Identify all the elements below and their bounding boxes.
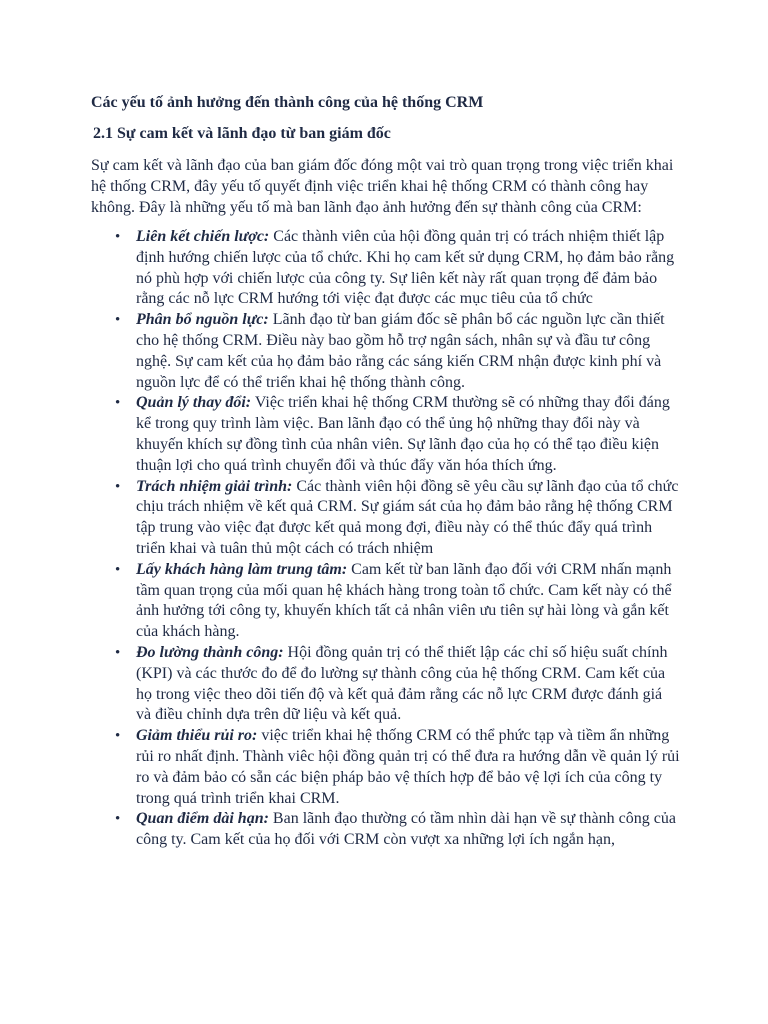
item-text: Cam kết từ ban lãnh đạo đối với CRM nhấn mạnh tầm quan trọng của mối quan hệ khách hàng trong toàn tổ chức. Cam kết này có thể ảnh hưởng tới công ty, khuyến khích tất cả nhân viên ưu tiên sự hài lòng và gắn kết của khách hàng. (136, 560, 672, 641)
item-term: Đo lường thành công: (136, 643, 284, 661)
list-item (91, 227, 680, 310)
intro-paragraph: Sự cam kết và lãnh đạo của ban giám đốc đóng một vai trò quan trọng trong việc triển khai hệ thống CRM, đây yếu tố quyết định việc triển khai hệ thống CRM có thành công hay không. Đây là những yếu tố mà ban lãnh đạo ảnh hưởng đến sự thành công của CRM: (91, 157, 674, 216)
list-item (91, 310, 680, 393)
document-title: Các yếu tố ảnh hưởng đến thành công của hệ thống CRM (91, 94, 484, 111)
bullet-icon: • (115, 811, 121, 828)
section-heading: 2.1 Sự cam kết và lãnh đạo từ ban giám đốc (93, 125, 391, 142)
item-term: Lấy khách hàng làm trung tâm: (136, 560, 348, 578)
item-term: Quan điểm dài hạn: (136, 810, 269, 828)
list-item (91, 393, 680, 476)
bullet-icon: • (115, 229, 121, 245)
list-item (91, 809, 680, 851)
item-term: Phân bổ nguồn lực: (136, 311, 269, 329)
item-text: Hội đồng quản trị có thể thiết lập các chỉ số hiệu suất chính (KPI) và các thước đo để đo lường sự thành công của hệ thống CRM. Cam kết của họ trong việc theo dõi tiến độ và kết quả đảm rằng các nỗ lực CRM được đánh giá và điều chỉnh dựa trên dữ liệu và kết quả. (136, 643, 668, 724)
list-item (91, 560, 680, 643)
list-item (91, 643, 680, 726)
item-term: Trách nhiệm giải trình: (136, 477, 293, 495)
item-term: Giảm thiểu rủi ro: (136, 727, 258, 745)
bullet-icon: • (115, 644, 121, 661)
item-text: Các thành viên hội đồng sẽ yêu cầu sự lãnh đạo của tổ chức chịu trách nhiệm về kết quả CRM. Sự giám sát của họ đảm bảo rằng hệ thống CRM tập trung vào việc đạt được kết quả mong đợi, điều này có thể thúc đẩy quá trình triển khai và tuân thủ một cách có trách nhiệm (136, 477, 679, 557)
bullet-icon: • (115, 312, 121, 329)
bullet-icon: • (115, 728, 121, 745)
item-text: Lãnh đạo từ ban giám đốc sẽ phân bổ các nguồn lực cần thiết cho hệ thống CRM. Điều này bao gồm hỗ trợ ngân sách, nhân sự và đầu tư công nghệ. Sự cam kết của họ đảm bảo rằng các sáng kiến CRM nhận được kinh phí và nguồn lực để có thể triển khai hệ thống thành công. (136, 311, 665, 391)
factor-list (91, 227, 680, 851)
bullet-icon: • (115, 561, 121, 578)
item-text: Các thành viên của hội đồng quản trị có trách nhiệm thiết lập định hướng chiến lược của tổ chức. Khi họ cam kết sử dụng CRM, họ đảm bảo rằng nó phù hợp với chiến lược của công ty. Sự liên kết này rất quan trọng để đảm bảo rằng các nỗ lực CRM hướng tới việc đạt được các mục tiêu của tổ chức (136, 228, 675, 308)
item-term: Liên kết chiến lược: (136, 228, 270, 245)
item-text: việc triển khai hệ thống CRM có thể phức tạp và tiềm ẩn những rủi ro nhất định. Thành viêc hội đồng quản trị có thể đưa ra hướng dẫn về quản lý rủi ro và đảm bảo có sẵn các biện pháp bảo vệ thích hợp để bảo vệ lợi ích của công ty trong quá trình triển khai CRM. (136, 727, 680, 807)
item-text: Ban lãnh đạo thường có tầm nhìn dài hạn về sự thành công của công ty. Cam kết của họ đối với CRM còn vượt xa những lợi ích ngắn hạn, (136, 810, 676, 849)
item-term: Quản lý thay đổi: (136, 394, 252, 412)
list-item (91, 477, 680, 560)
item-text: Việc triển khai hệ thống CRM thường sẽ có những thay đổi đáng kể trong quy trình làm việc. Ban lãnh đạo có thể ủng hộ những thay đổi này và khuyến khích sự đồng tình của nhân viên. Sự lãnh đạo của họ có thể tạo điều kiện thuận lợi cho quá trình chuyển đổi và thúc đẩy văn hóa thích ứng. (136, 394, 670, 474)
list-item (91, 726, 680, 809)
bullet-icon: • (115, 478, 121, 495)
bullet-icon: • (115, 395, 121, 412)
